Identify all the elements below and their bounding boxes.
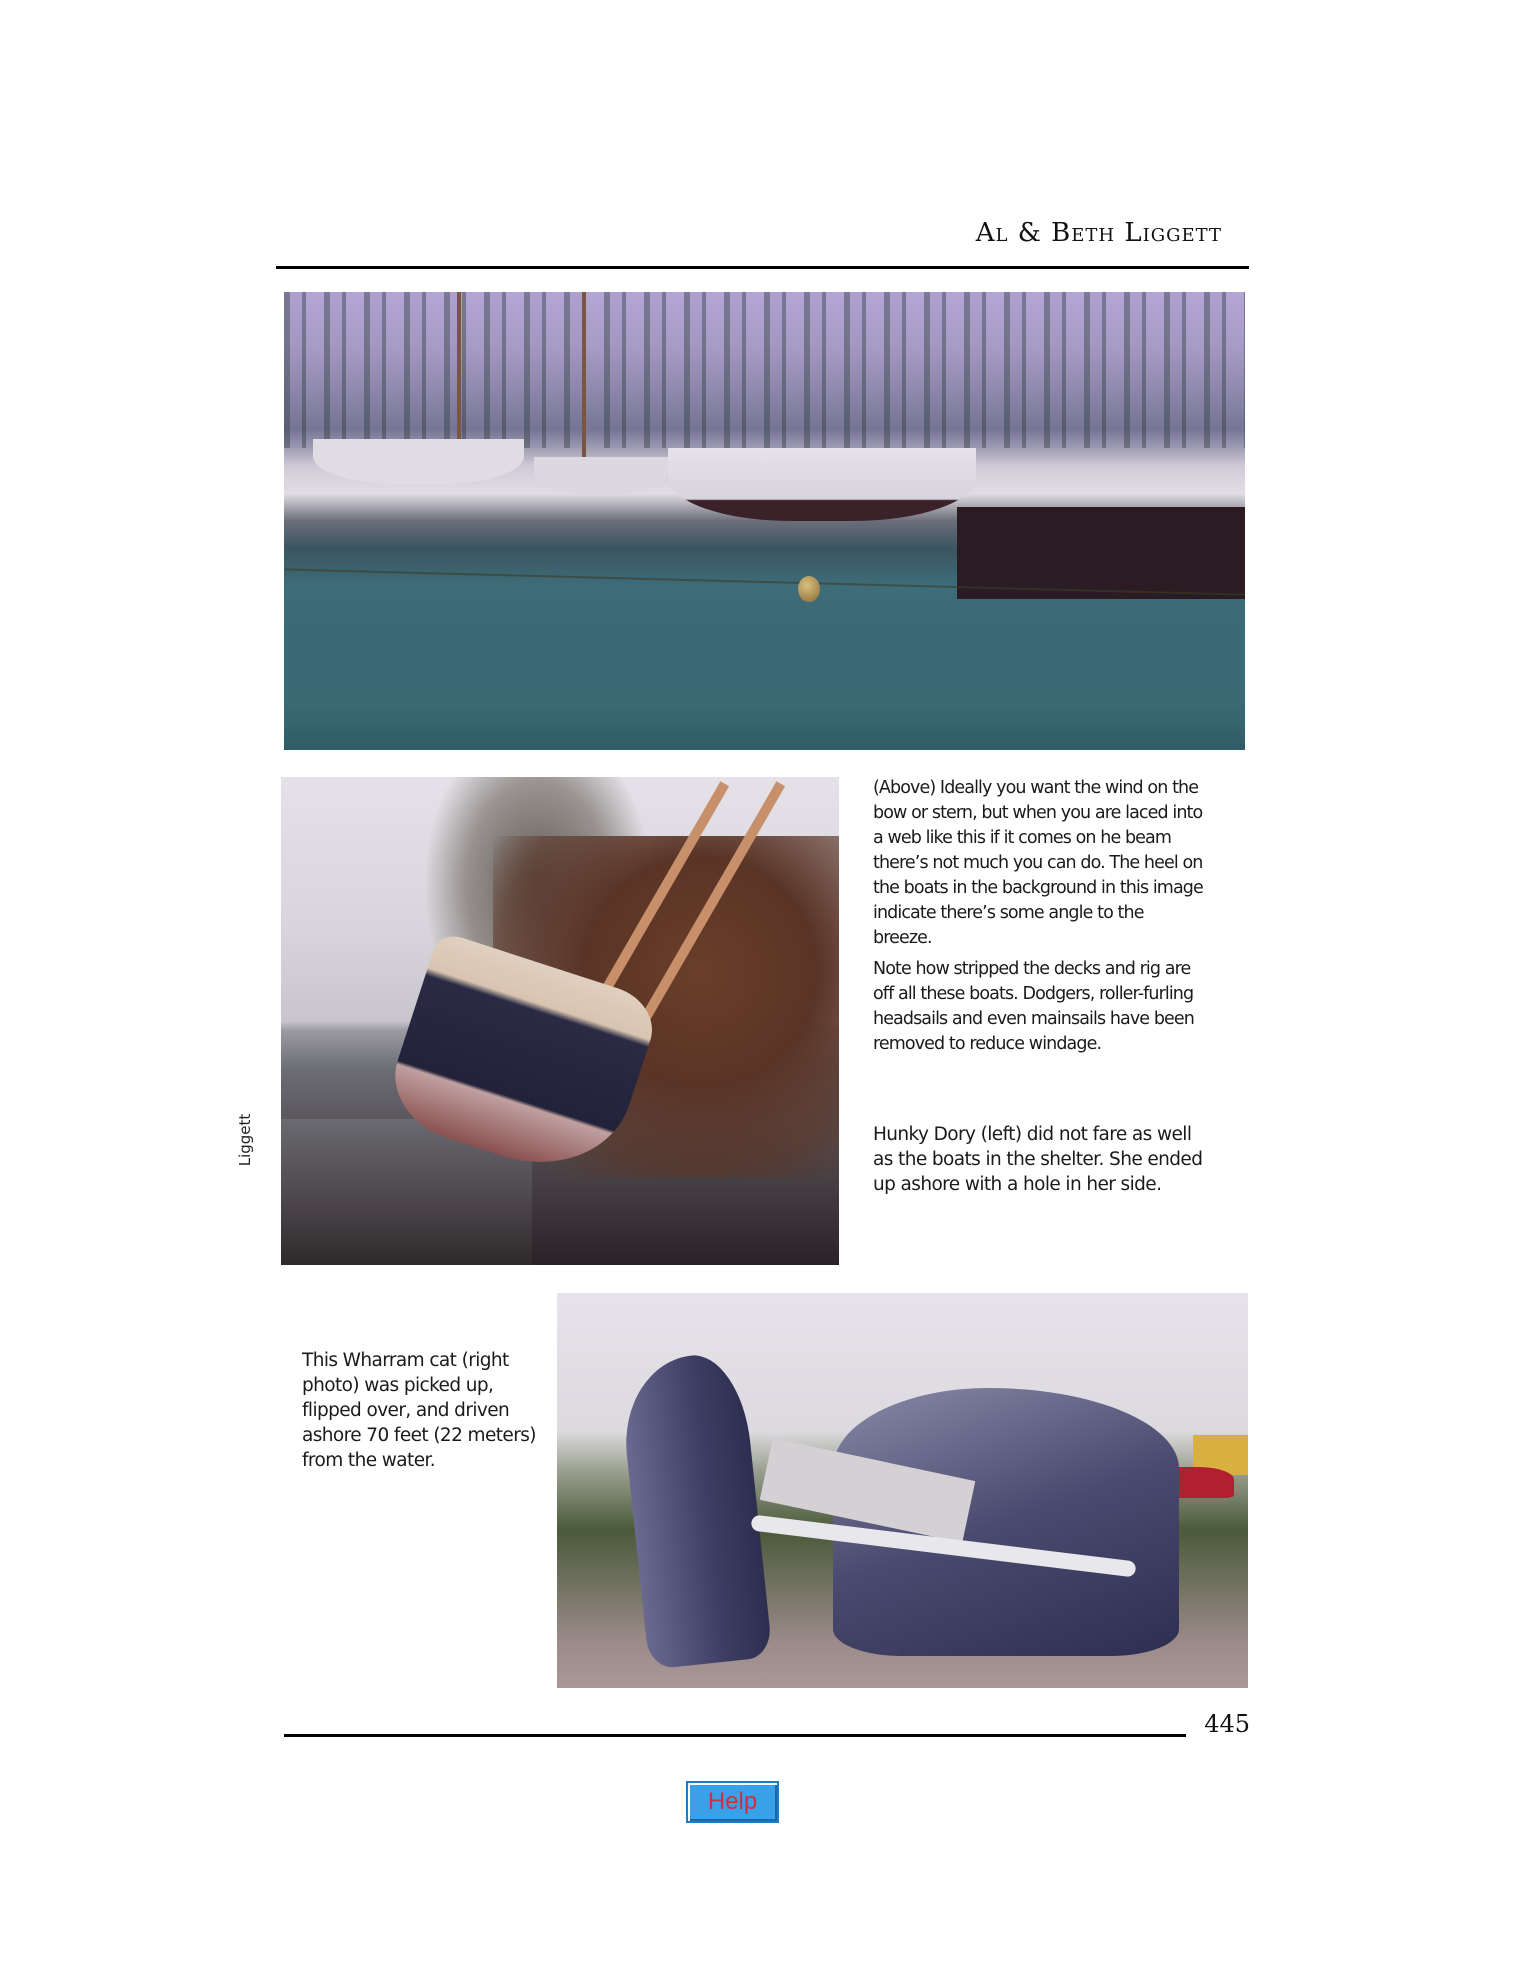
header-rule [276,266,1249,269]
photo-mast [582,292,586,466]
help-button[interactable]: Help [686,1781,779,1823]
page-number: 445 [1204,1710,1250,1738]
photo-hull [617,1351,773,1670]
caption-above [873,776,1203,1063]
photo-hull [668,448,976,521]
side-tab [225,1110,265,1170]
caption-paragraph: Note how stripped the decks and rig are off all these boats. Dodgers, roller-furling headsails and even mainsails have been removed to reduce windage. [873,959,1194,1054]
photo-marina [284,292,1245,750]
caption-hunky-dory: Hunky Dory (left) did not fare as well as the boats in the shelter. She ended up ashore with a hole in her side. [873,1124,1203,1195]
footer-rule [284,1734,1186,1737]
photo-hull [534,457,669,494]
photo-dark-boat [957,507,1245,599]
photo-hunky-dory [281,777,839,1265]
running-head: Al & Beth Liggett [975,218,1222,248]
photo-trees [284,292,1245,448]
photo-buoy [798,576,820,602]
photo-catamaran [557,1293,1248,1688]
side-tab-label: Liggett [236,1113,254,1167]
caption-wharram: This Wharram cat (right photo) was picked up, flipped over, and driven ashore 70 feet (22 meters) from the water. [302,1350,536,1471]
photo-hull [313,439,524,485]
caption-paragraph: (Above) Ideally you want the wind on the bow or stern, but when you are laced into a web like this if it comes on he beam there’s not much you can do. The heel on the boats in the background in this image indicate there’s some angle to the breeze. [873,778,1203,948]
